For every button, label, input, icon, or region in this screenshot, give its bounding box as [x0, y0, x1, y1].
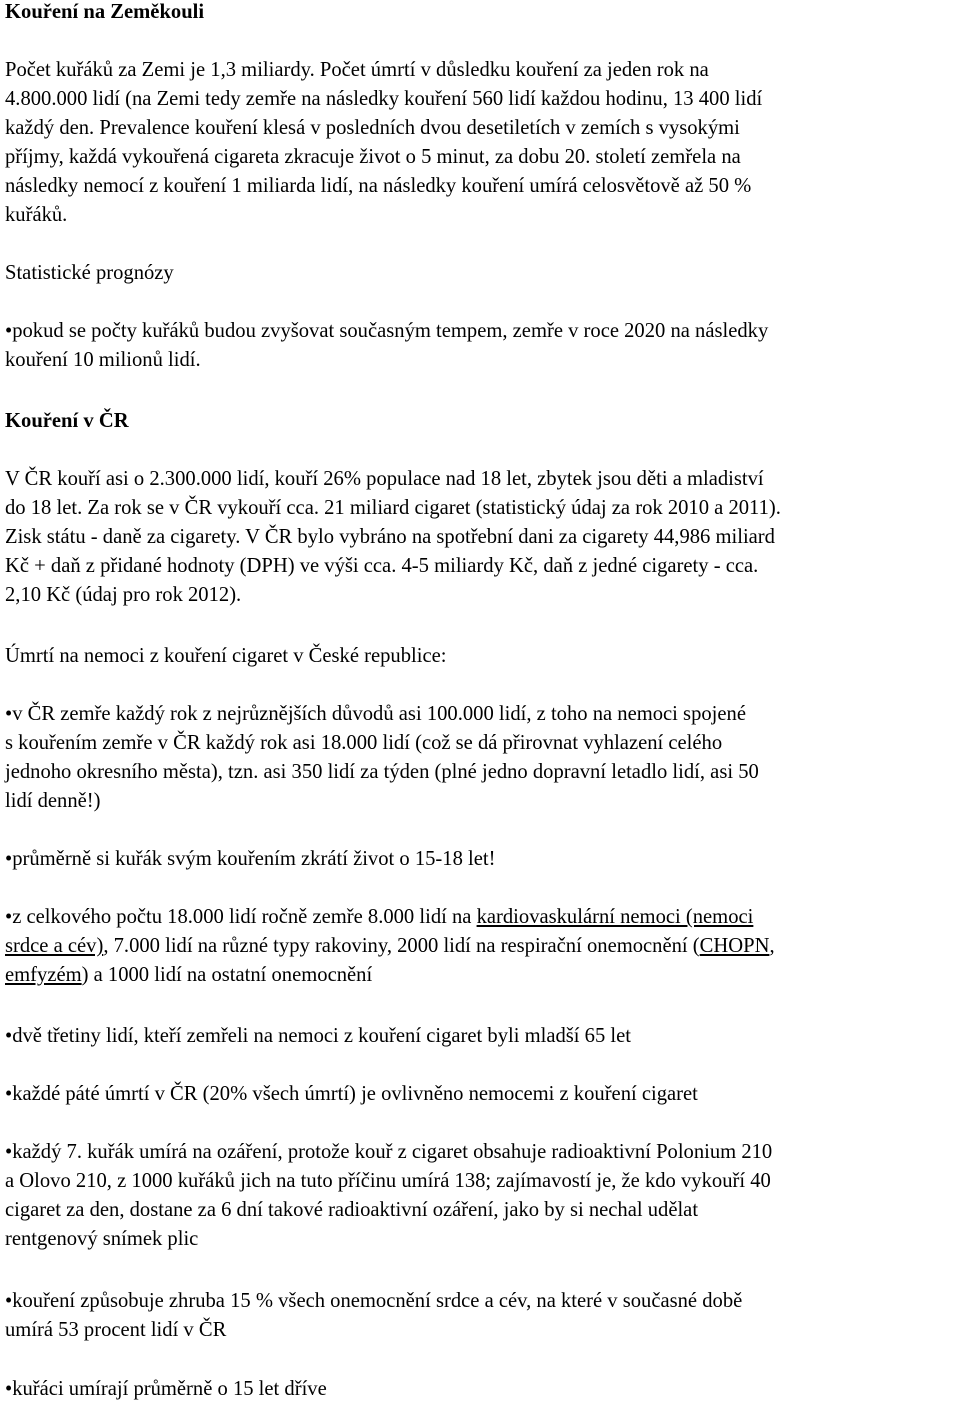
intro-part-3: století zemřela na následky nemocí z kouření 1 miliarda lidí, na následky kouření umírá celosvětově až 50 % kuřáků. — [5, 146, 752, 226]
intro-part-2: Prevalence kouření klesá v posledních dvou desetiletích v zemích s vysokými příjmy, každá vykouřená cigareta zkracuje život o 5 minut, za dobu 20. — [5, 117, 740, 168]
link-chopn[interactable]: CHOPN — [699, 935, 770, 957]
deaths-heading: Úmrtí na nemoci z kouření cigaret v České republice: — [5, 645, 447, 667]
bullet-every-fifth: •každé páté úmrtí v ČR (20% všech úmrtí) je ovlivněno nemocemi z kouření cigaret — [5, 1083, 698, 1105]
bullet-life-shortened: •průměrně si kuřák svým kouřením zkrátí život o 15-18 let! — [5, 848, 496, 870]
main-heading: Kouření na Zeměkouli — [5, 1, 205, 23]
bullet-two-thirds: •dvě třetiny lidí, kteří zemřeli na nemoci z kouření cigaret byli mladší 65 let — [5, 1025, 631, 1047]
bullet-radiation: •každý 7. kuřák umírá na ozáření, protože kouř z cigaret obsahuje radioaktivní Polonium 210 a Olovo 210, z 1000 kuřáků jich na tuto příčinu umírá 138; zajímavostí je, že kdo vykouří 40 cigaret za den, dostane za 6 dní takové radioaktivní ozáření, jako by si nechal udělat rentgenový snímek plic — [5, 1141, 773, 1250]
czech-heading: Kouření v ČR — [5, 410, 129, 432]
intro-paragraph — [5, 56, 960, 230]
causes-comma: , — [769, 935, 775, 957]
bullet-death-causes — [5, 903, 960, 990]
causes-text-2: , 7.000 lidí na různé typy rakoviny, 2000 lidí na respirační onemocnění ( — [103, 935, 700, 957]
bullet-yearly-deaths: •v ČR zemře každý rok z nejrůznějších důvodů asi 100.000 lidí, z toho na nemoci spojené s kouřením zemře v ČR každý rok asi 18.000 lidí (což se dá přirovnat vyhlazení celého jednoho okresního města), tzn. asi 350 lidí za týden (plné jedno dopravní letadlo lidí, asi 50 lidí denně!) — [5, 703, 759, 812]
statistics-heading: Statistické prognózy — [5, 262, 174, 284]
bullet-heart-disease: •kouření způsobuje zhruba 15 % všech onemocnění srdce a cév, na které v současné době umírá 53 procent lidí v ČR — [5, 1290, 743, 1341]
intro-part-1: Počet kuřáků za Zemi je 1,3 miliardy. Počet úmrtí v důsledku kouření za jeden rok na 4.800.000 lidí (na Zemi tedy zemře na následky kouření 560 lidí každou hodinu, 13 400 lidí každý den. — [5, 59, 763, 139]
statistics-bullet: •pokud se počty kuřáků budou zvyšovat současným tempem, zemře v roce 2020 na následky kouření 10 milionů lidí. — [5, 320, 769, 371]
causes-text-1: •z celkového počtu 18.000 lidí ročně zemře 8.000 lidí na — [5, 906, 477, 928]
link-emphysema[interactable]: emfyzém — [5, 964, 82, 986]
czech-paragraph: V ČR kouří asi o 2.300.000 lidí, kouří 26% populace nad 18 let, zbytek jsou děti a mladiství do 18 let. Za rok se v ČR vykouří cca. 21 miliard cigaret (statistický údaj za rok 2010 a 2011). Zisk státu - daně za cigarety. V ČR bylo vybráno na spotřební dani za cigarety 44,986 miliard Kč + daň z přidané hodnoty (DPH) ve výši cca. 4-5 miliardy Kč, daň z jedné cigarety - cca. 2,10 Kč (údaj pro rok 2012). — [5, 468, 781, 606]
causes-text-3: ) a 1000 lidí na ostatní onemocnění — [81, 964, 373, 986]
bullet-die-earlier: •kuřáci umírají průměrně o 15 let dříve — [5, 1378, 327, 1400]
link-cardiovascular-diseases[interactable]: kardiovaskulární nemoci (nemoci srdce a cév) — [5, 906, 754, 957]
